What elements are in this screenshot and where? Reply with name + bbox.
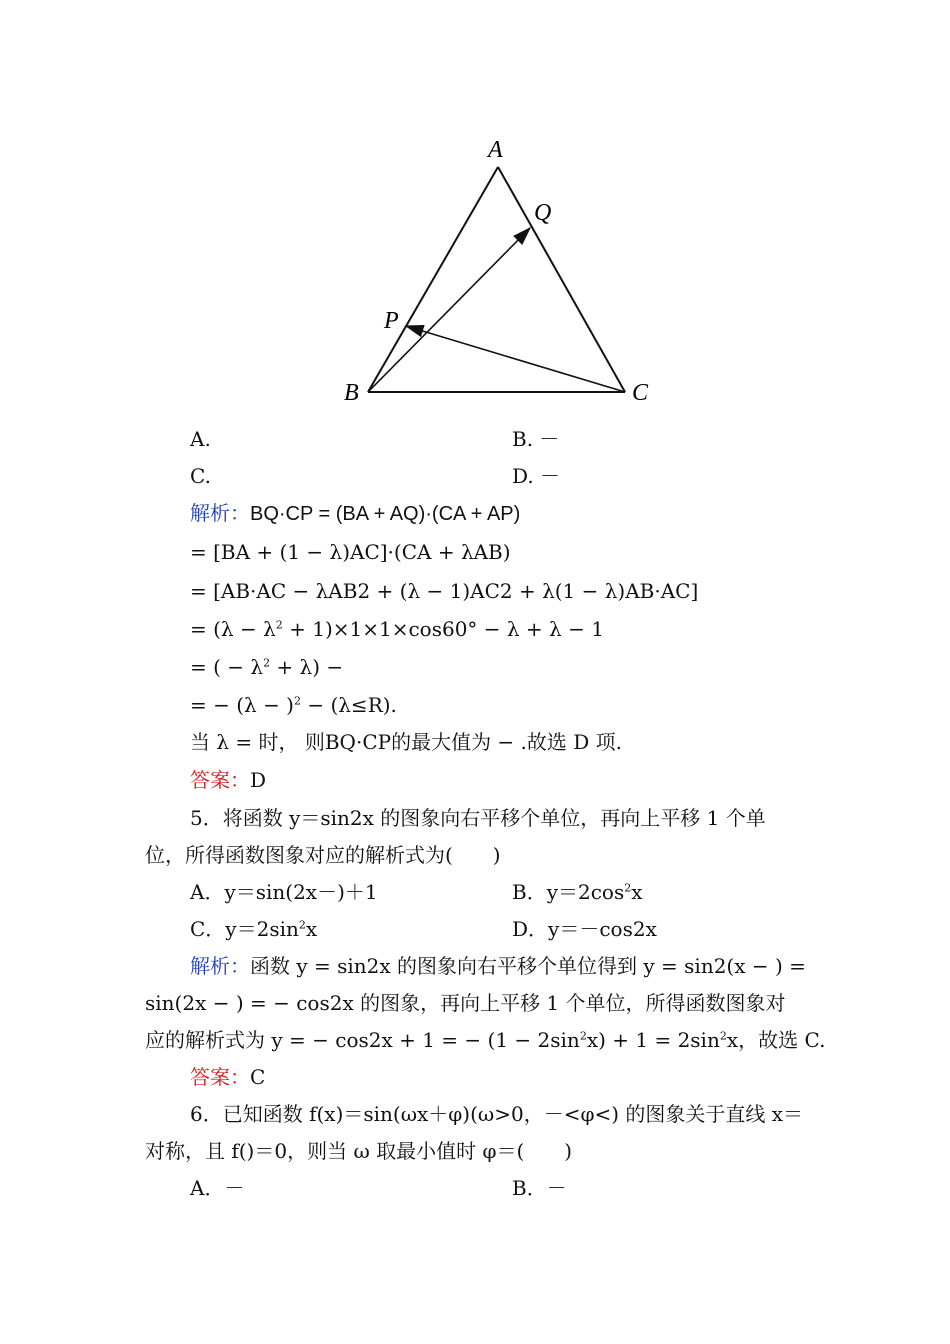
answer-value: D xyxy=(250,768,267,792)
q5-option-a: A．y＝sin(2x－)＋1 xyxy=(190,880,378,904)
q5-answer xyxy=(190,1064,265,1090)
q6-stem-line1: 6．已知函数 f(x)＝sin(ωx＋φ)(ω>0，－<φ<) 的图象关于直线 x＝ xyxy=(190,1102,804,1126)
q6-stem-line2: 对称，且 f()＝0，则当 ω 取最小值时 φ＝( ) xyxy=(145,1139,573,1163)
q5-explanation-line1: 解析：函数 y = sin2x 的图象向右平移个单位得到 y = sin2(x − ) = xyxy=(190,954,806,978)
q4-explanation-line2: = [BA + (1 − λ)AC]·(CA + λAB) xyxy=(190,540,511,564)
jiexi-label: 解析： xyxy=(190,954,250,978)
q5-explanation-line3: 应的解析式为 y = − cos2x + 1 = − $(1 - 2\sin^2x) + 1 = 2\sin^2x$，故选 C. xyxy=(145,1028,826,1052)
label-q: Q xyxy=(534,200,552,226)
q5-option-d: D．y＝－cos2x xyxy=(512,917,657,941)
q5-stem-line2: 位，所得函数图象对应的解析式为( ) xyxy=(145,843,501,867)
q4-eq1: BQ·CP = (BA + AQ)·(CA + AP) xyxy=(250,503,521,525)
q6-option-a: A．－ xyxy=(190,1176,245,1200)
label-c: C xyxy=(632,380,649,406)
q4-explanation-line6: = − $(\lambda - )^2 - (\lambda\le R)$. xyxy=(190,693,397,717)
q4-explanation-line7: 当 λ = 时， 则BQ·CP的最大值为 − .故选 D 项. xyxy=(190,730,623,754)
q4-explanation-line1 xyxy=(190,500,520,527)
q4-option-d: D. － xyxy=(512,464,561,488)
triangle-figure xyxy=(330,130,670,420)
q4-explanation-line3: = [AB·AC − λAB2 + (λ − 1)AC2 + λ(1 − λ)AB·AC] xyxy=(190,579,699,603)
jiexi-label: 解析： xyxy=(190,501,250,525)
q4-explanation-line4: = $(\lambda - \lambda^2 + 1)\times 1\times 1\times\cos 60^\circ - \lambda + \lambda - 1$ xyxy=(190,617,604,641)
side-ac xyxy=(498,167,625,392)
q4-explanation-line5: = ( − $\lambda^2 + \lambda$) − xyxy=(190,655,344,679)
q5-explanation-line2: sin(2x − ) = − cos2x 的图象，再向上平移 1 个单位，所得函数图象对 xyxy=(145,991,786,1015)
vector-cp xyxy=(406,326,625,392)
q4-option-c: C. xyxy=(190,464,211,488)
q5-option-c: C．$y=2\sin^2x$ xyxy=(190,917,318,941)
answer-label: 答案： xyxy=(190,1065,250,1089)
label-a: A xyxy=(488,137,503,163)
label-b: B xyxy=(344,380,359,406)
q4-answer xyxy=(190,767,266,793)
q4-option-a: A. xyxy=(190,427,211,451)
answer-value: C xyxy=(250,1065,266,1089)
answer-label: 答案： xyxy=(190,768,250,792)
q5-option-b: B．$y=2\cos^2x$ xyxy=(512,880,643,904)
q4-option-b: B. － xyxy=(512,427,560,451)
label-p: P xyxy=(384,308,399,334)
q6-option-b: B．－ xyxy=(512,1176,567,1200)
q5-stem-line1: 5．将函数 y＝sin2x 的图象向右平移个单位，再向上平移 1 个单 xyxy=(190,806,766,830)
